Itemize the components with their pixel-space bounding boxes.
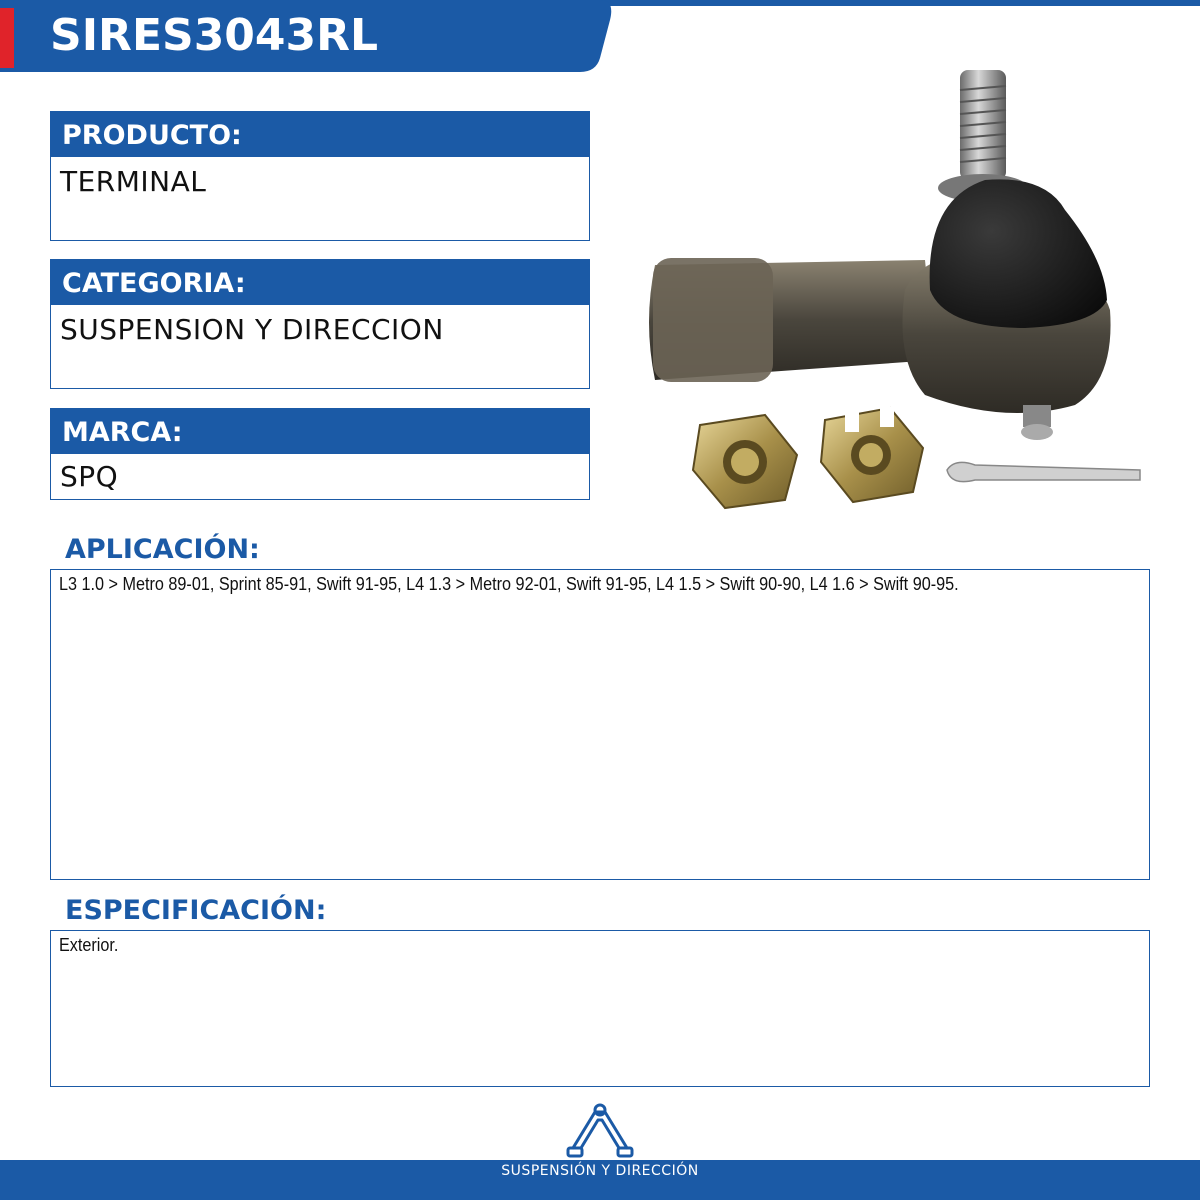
field-producto-label: PRODUCTO: <box>50 111 590 157</box>
field-categoria <box>50 259 590 389</box>
especificacion-box <box>50 930 1150 1087</box>
field-marca <box>50 408 590 500</box>
footer-label: SUSPENSIÓN Y DIRECCIÓN <box>501 1163 699 1179</box>
page-title: SIRES3043RL <box>50 10 379 61</box>
especificacion-text: Exterior. <box>59 935 119 955</box>
aplicacion-text: L3 1.0 > Metro 89-01, Sprint 85-91, Swift 91-95, L4 1.3 > Metro 92-01, Swift 91-95, L4 1.5 > Swift 90-90, L4 1.6 > Swift 90-95. <box>59 574 959 594</box>
field-marca-label: MARCA: <box>50 408 590 454</box>
field-producto-value: TERMINAL <box>50 157 590 241</box>
aplicacion-box <box>50 569 1150 880</box>
especificacion-title: ESPECIFICACIÓN: <box>65 895 327 926</box>
field-marca-value: SPQ <box>50 454 590 500</box>
field-producto <box>50 111 590 241</box>
field-categoria-value: SUSPENSION Y DIRECCION <box>50 305 590 389</box>
aplicacion-title: APLICACIÓN: <box>65 534 260 565</box>
field-categoria-label: CATEGORIA: <box>50 259 590 305</box>
control-arm-icon <box>565 1100 635 1162</box>
tie-rod-end-photo <box>625 60 1165 520</box>
